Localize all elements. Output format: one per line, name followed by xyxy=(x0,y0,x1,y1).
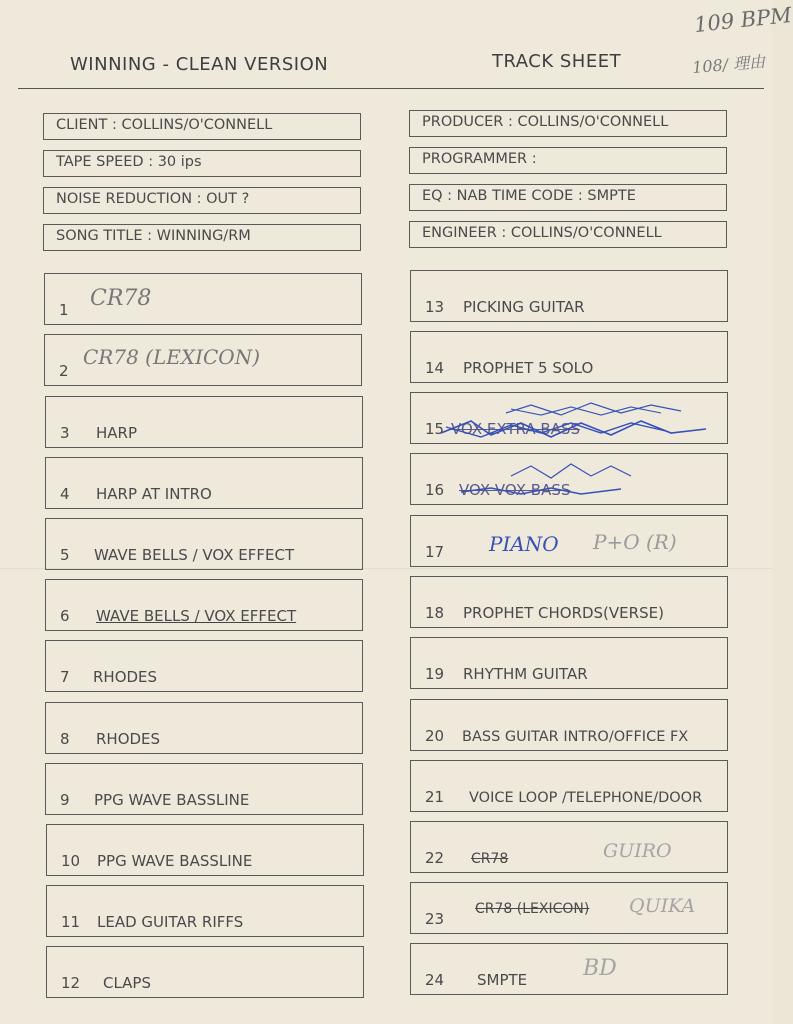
noise-reduction-field: NOISE REDUCTION : OUT ? xyxy=(43,187,361,214)
track-box-22 xyxy=(410,821,728,873)
producer-field: PRODUCER : COLLINS/O'CONNELL xyxy=(409,110,727,137)
track-name: VOICE LOOP /TELEPHONE/DOOR xyxy=(469,790,703,806)
track-name: SMPTE xyxy=(477,971,528,989)
track-box-1 xyxy=(44,273,362,325)
track-box-3 xyxy=(45,396,363,448)
programmer-field: PROGRAMMER : xyxy=(409,147,727,174)
track-name: RHODES xyxy=(96,730,161,748)
track-number: 8 xyxy=(60,730,70,748)
track-name-crossed-out: CR78 xyxy=(471,851,509,867)
track-name: LEAD GUITAR RIFFS xyxy=(97,913,244,931)
eq-timecode-field: EQ : NAB TIME CODE : SMPTE xyxy=(409,184,727,211)
track-box-7 xyxy=(45,640,363,692)
track-box-4 xyxy=(45,457,363,509)
track-number: 21 xyxy=(425,788,445,806)
track-box-6 xyxy=(45,579,363,631)
track-box-11 xyxy=(46,885,364,937)
track-handwriting-pencil: P+O (R) xyxy=(593,530,677,554)
track-box-15 xyxy=(410,392,728,444)
track-box-8 xyxy=(45,702,363,754)
track-box-19 xyxy=(410,637,728,689)
track-sheet-title: TRACK SHEET xyxy=(492,51,622,72)
track-handwriting-pencil: QUIKA xyxy=(629,895,696,917)
track-name: PROPHET 5 SOLO xyxy=(463,359,594,377)
track-number: 16 xyxy=(425,481,445,499)
track-number: 23 xyxy=(425,910,445,928)
tape-speed-field: TAPE SPEED : 30 ips xyxy=(43,150,361,177)
track-box-2 xyxy=(44,334,362,386)
track-name: PICKING GUITAR xyxy=(463,298,585,316)
song-version-title: WINNING - CLEAN VERSION xyxy=(70,54,329,75)
track-name: BASS GUITAR INTRO/OFFICE FX xyxy=(462,729,689,745)
engineer-field: ENGINEER : COLLINS/O'CONNELL xyxy=(409,221,727,248)
track-number: 13 xyxy=(425,298,445,316)
track-handwriting: CR78 xyxy=(90,286,152,311)
track-box-5 xyxy=(45,518,363,570)
track-name: HARP AT INTRO xyxy=(96,485,212,503)
track-box-12 xyxy=(46,946,364,998)
track-box-23 xyxy=(410,882,728,934)
track-number: 9 xyxy=(60,791,70,809)
track-number: 14 xyxy=(425,359,445,377)
track-number: 6 xyxy=(60,607,70,625)
track-number: 2 xyxy=(59,362,69,380)
track-box-9 xyxy=(45,763,363,815)
track-number: 18 xyxy=(425,604,445,622)
track-name-crossed-out: VOX VOX BASS xyxy=(459,481,571,499)
track-name: WAVE BELLS / VOX EFFECT xyxy=(96,607,297,625)
track-number: 7 xyxy=(60,668,70,686)
track-name: PPG WAVE BASSLINE xyxy=(94,791,250,809)
track-name-crossed-out: VOX EXTRA BASS xyxy=(451,420,580,438)
track-number: 1 xyxy=(59,301,69,319)
track-box-18 xyxy=(410,576,728,628)
header-rule xyxy=(18,88,764,89)
track-box-10 xyxy=(46,824,364,876)
track-name-crossed-out: CR78 (LEXICON) xyxy=(475,901,590,917)
track-name: CLAPS xyxy=(103,974,152,992)
track-number: 12 xyxy=(61,974,81,992)
track-handwriting-piano: PIANO xyxy=(489,532,559,556)
track-number: 11 xyxy=(61,913,81,931)
track-handwriting: CR78 (LEXICON) xyxy=(83,345,260,369)
song-title-field: SONG TITLE : WINNING/RM xyxy=(43,224,361,251)
track-number: 17 xyxy=(425,543,445,561)
tempo-note-2: 108/ 理由 xyxy=(691,51,766,78)
track-box-24 xyxy=(410,943,728,995)
track-box-16 xyxy=(410,453,728,505)
track-name: RHODES xyxy=(93,668,158,686)
track-number: 24 xyxy=(425,971,445,989)
track-box-14 xyxy=(410,331,728,383)
track-number: 4 xyxy=(60,485,70,503)
track-name: WAVE BELLS / VOX EFFECT xyxy=(94,546,295,564)
tempo-note-1: 109 BPM xyxy=(693,2,793,38)
track-box-17 xyxy=(410,515,728,567)
blue-scribble xyxy=(411,454,729,506)
track-name: RHYTHM GUITAR xyxy=(463,665,588,683)
track-name: PROPHET CHORDS(VERSE) xyxy=(463,604,664,622)
client-field: CLIENT : COLLINS/O'CONNELL xyxy=(43,113,361,140)
track-handwriting-pencil: GUIRO xyxy=(603,840,672,862)
track-number: 15 xyxy=(425,420,445,438)
track-name: HARP xyxy=(96,424,138,442)
track-box-20 xyxy=(410,699,728,751)
track-number: 10 xyxy=(61,852,81,870)
track-name: PPG WAVE BASSLINE xyxy=(97,852,253,870)
track-number: 3 xyxy=(60,424,70,442)
track-number: 19 xyxy=(425,665,445,683)
blue-scribble xyxy=(411,393,729,445)
track-box-21 xyxy=(410,760,728,812)
track-number: 5 xyxy=(60,546,70,564)
track-number: 20 xyxy=(425,727,445,745)
track-handwriting-pencil: BD xyxy=(583,956,617,981)
track-box-13 xyxy=(410,270,728,322)
track-number: 22 xyxy=(425,849,445,867)
